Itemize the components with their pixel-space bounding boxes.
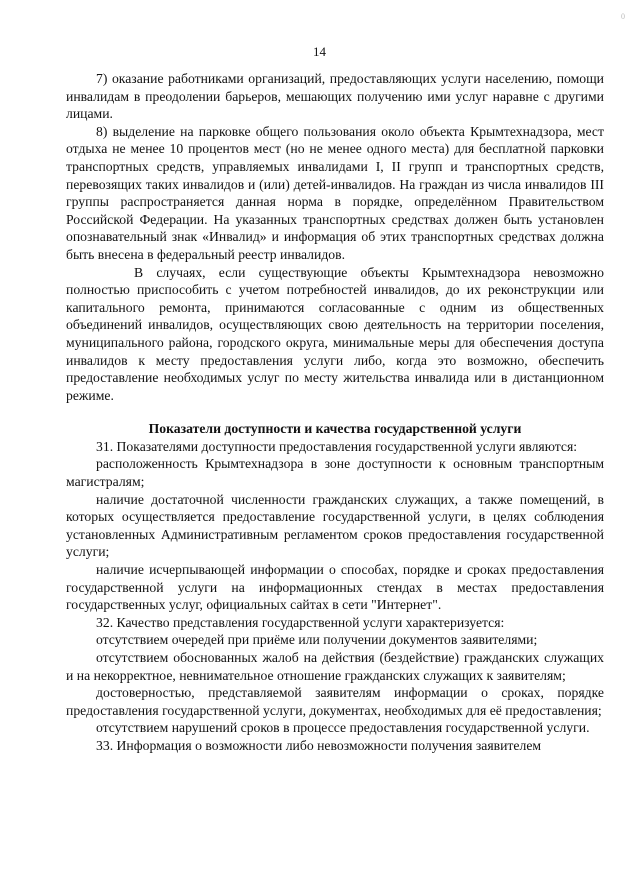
page-number: 14: [313, 44, 326, 59]
paragraph-item-31: 31. Показателями доступности предоставления государственной услуги являются:: [96, 438, 578, 454]
paragraph-item-8: 8) выделение на парковке общего пользования около объекта Крымтехнадзора, мест отдыха не менее 10 процентов мест (но не менее одного места) для бесплатной парковки транспортных средств, управляемых инвалидами I, II групп и транспортных средств, перевозящих таких инвалидов и (или) детей-инвалидов. На граждан из числа инвалидов III группы распространяется данная норма в порядке, определённом Правительством Российской Федерации. На указанных транспортных средствах должен быть установлен опознавательный знак «Инвалид» и информация об этих транспортных средствах должна быть внесена в федеральный реестр инвалидов.: [66, 123, 604, 262]
corner-mark: 0: [621, 12, 625, 21]
paragraph-staffing: наличие достаточной численности гражданских служащих, а также помещений, в которых осуществляется предоставление государственной услуги, в целях соблюдения установленных Административным регламентом сроков предоставления государственной услуги;: [66, 491, 604, 560]
paragraph-item-32: 32. Качество представления государственной услуги характеризуется:: [96, 614, 505, 630]
paragraph-item-33: 33. Информация о возможности либо невозможности получения заявителем: [96, 737, 542, 753]
paragraph-no-complaints: отсутствием обоснованных жалоб на действия (бездействие) гражданских служащих и на некорректное, невнимательное отношение гражданских служащих к заявителям;: [66, 650, 604, 683]
section-gap: [66, 404, 604, 412]
paragraph-no-violations: отсутствием нарушений сроков в процессе предоставления государственной услуги.: [96, 720, 590, 736]
paragraph-location: расположенность Крымтехнадзора в зоне доступности к основным транспортным магистралям;: [66, 456, 604, 490]
paragraph-reliability: достоверностью, представляемой заявителям информации о сроках, порядке предоставления государственной услуги, документах, необходимых для её предоставления;: [66, 685, 604, 718]
paragraph-information: наличие исчерпывающей информации о способах, порядке и сроках предоставления государственной услуги на информационных стендах в местах предоставления государственных услуг, официальных сайтах в сети "Интернет".: [66, 562, 604, 613]
paragraph-exceptions: В случаях, если существующие объекты Крымтехнадзора невозможно полностью приспособить с учетом потребностей инвалидов, до их реконструкции или капитального ремонта, принимаются согласованные с одним из общественных объединений инвалидов, осуществляющих свою деятельность на территории поселения, муниципального района, городского округа, минимальные меры для обеспечения доступа инвалидов к месту предоставления услуги либо, когда это возможно, обеспечить предоставление необходимых услуг по месту жительства инвалида или в дистанционном режиме.: [66, 264, 604, 403]
section-heading: Показатели доступности и качества государственной услуги: [148, 421, 522, 437]
paragraph-item-7: 7) оказание работниками организаций, предоставляющих услуги населению, помощи инвалидам в преодолении барьеров, мешающих получению ими услуг наравне с другими лицами.: [66, 71, 604, 122]
paragraph-no-queues: отсутствием очередей при приёме или получении документов заявителями;: [96, 632, 538, 648]
document-body: [66, 70, 604, 755]
section-gap: [66, 412, 604, 420]
